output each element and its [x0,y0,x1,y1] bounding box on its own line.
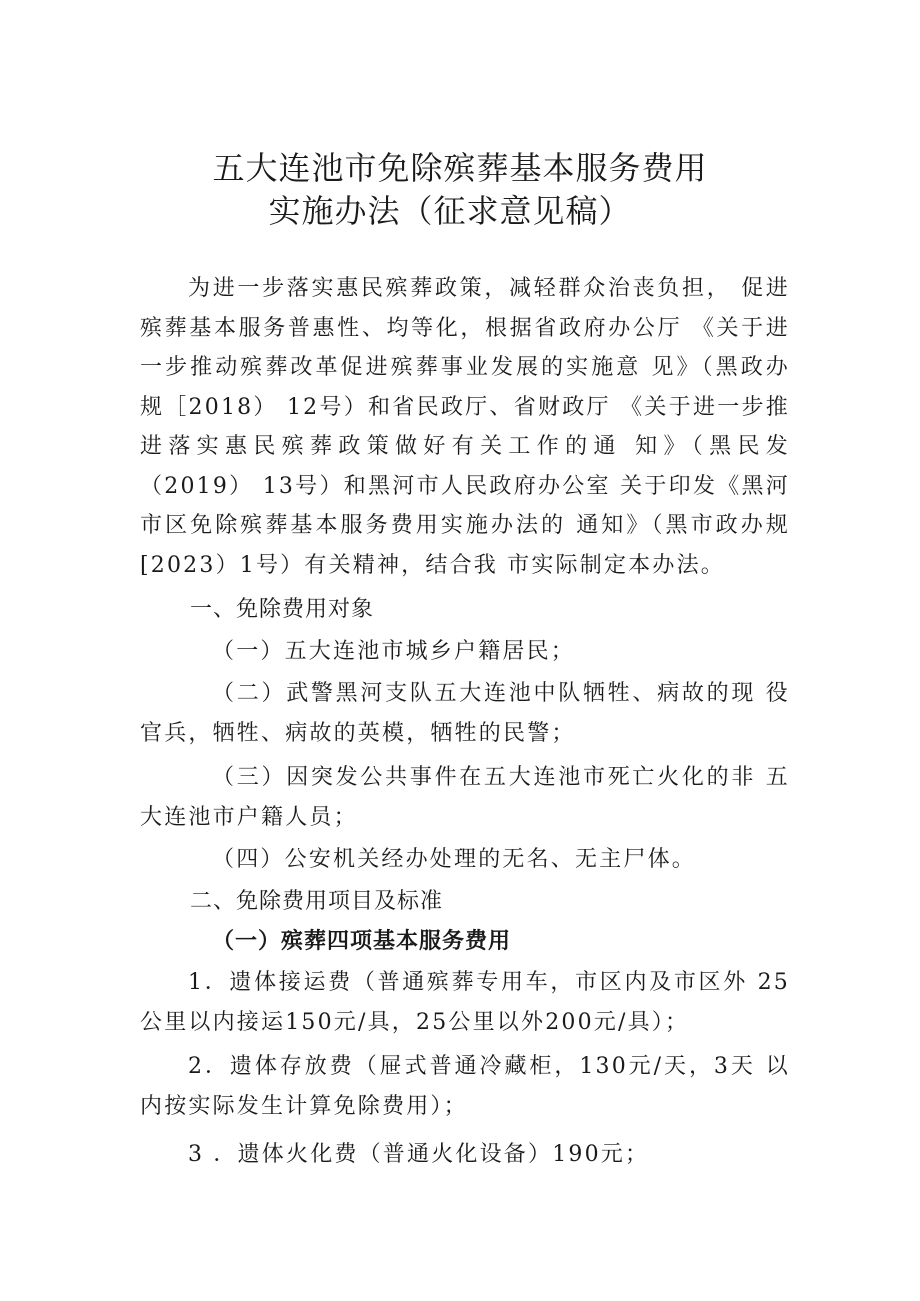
intro-paragraph: 为进一步落实惠民殡葬政策，减轻群众治丧负担， 促进殡葬基本服务普惠性、均等化，根据省政府办公厅 《关于进一步推动殡葬改革促进殡葬事业发展的实施意 见》（黑政办规［2018） 12号）和省民政厅、省财政厅 《关于进一步推进落实惠民殡葬政策做好有关工作的通 知》（黑民发（2019） 13号）和黑河市人民政府办公室 关于印发《黑河市区免除殡葬基本服务费用实施办法的 通知》（黑市政办规[2023）1号）有关精神，结合我 市实际制定本办法。 [140,276,790,578]
section2-item1: 1．遗体接运费（普通殡葬专用车，市区内及市区外 25公里以内接运150元/具，25公里以外200元/具）； [140,970,790,1035]
section2-subheading: （一）殡葬四项基本服务费用 [212,929,512,954]
section1-item2: （二）武警黑河支队五大连池中队牺牲、病故的现 役官兵，牺牲、病故的英模，牺牲的民警； [140,681,790,746]
section1-item4: （四）公安机关经办处理的无名、无主尸体。 [212,847,697,872]
section1-heading: 一、免除费用对象 [190,597,375,622]
section2-item3: 3 ．遗体火化费（普通火化设备）190元； [188,1142,650,1167]
section2-heading: 二、免除费用项目及标准 [190,889,444,914]
document-title-line2: 实施办法（征求意见稿） [268,192,632,230]
section1-item3: （三）因突发公共事件在五大连池市死亡火化的非 五大连池市户籍人员； [140,765,790,830]
document-title-line1: 五大连池市免除殡葬基本服务费用 [212,149,708,187]
section2-item2: 2．遗体存放费（屉式普通冷藏柜，130元/天，3天 以内按实际发生计算免除费用）； [140,1054,790,1119]
section1-item1: （一）五大连池市城乡户籍居民； [212,639,576,664]
